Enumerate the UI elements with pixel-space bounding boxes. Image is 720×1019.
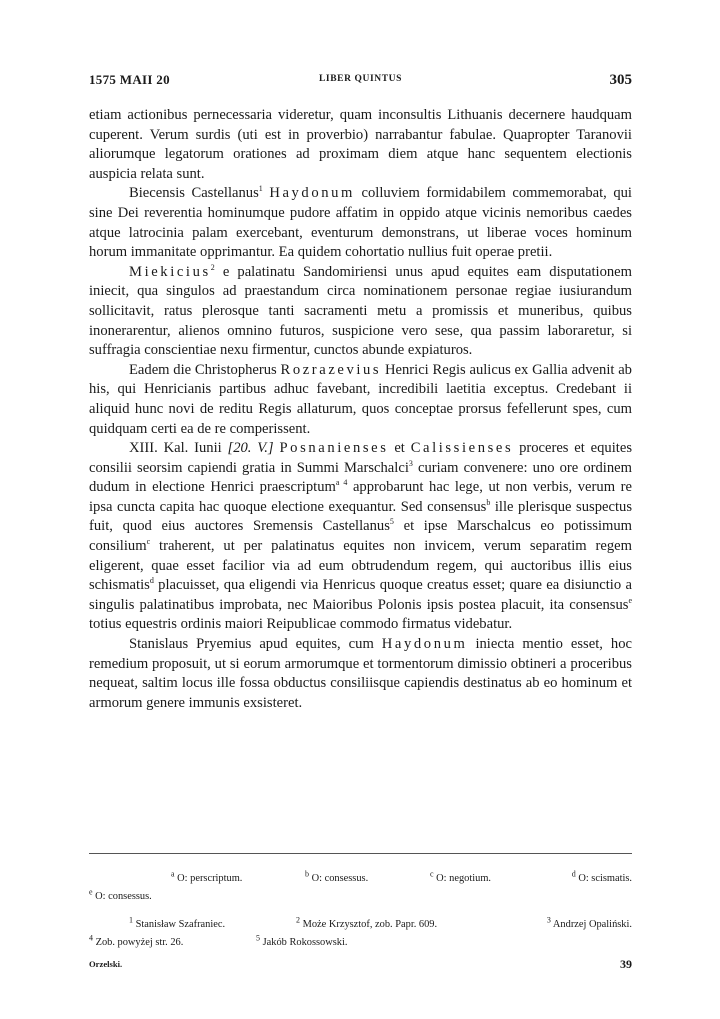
editorial-date: [20. V.] bbox=[227, 440, 274, 457]
apparatus-note-d: $^d$ O: scismatis. bbox=[571, 869, 632, 884]
footnote-ref: e bbox=[628, 595, 632, 605]
page-footer bbox=[89, 957, 632, 973]
footnote-ref: 2 bbox=[210, 262, 215, 272]
footnote-1: $^1$ Stanisław Szafraniec. bbox=[129, 915, 226, 930]
paragraph-2: Biecensis Castellanus$^1$ Haydonum colluviem formidabilem commemorabat, qui sine Dei reverentia hominumque pudore affatim in oppido atque vicinis nemoribus caedes atque latrocinia palam exercebant, eventurum demonstrans, ut liberae voces hominum horum immanitate opprimantur. Ea quidem cohortatio nullius fuit operae pretii. bbox=[89, 184, 632, 261]
footer-signature: 39 bbox=[620, 957, 632, 971]
paragraph-1: etiam actionibus pernecessaria videretur, quam inconsultis Lithuanis decernere haudquam cuperent. Verum surdis (uti est in proverbio) narrabantur fabulae. Quapropter Taranovii aliorumque legatorum orationes ad proximam diem atque hanc sequentem electionis auspicia relata sunt. bbox=[89, 107, 632, 182]
header-title: LIBER QUINTUS bbox=[318, 74, 403, 84]
spaced-name: Haydonum bbox=[269, 185, 355, 202]
spaced-name: Posnanienses bbox=[279, 440, 389, 457]
footnote-ref: a 4 bbox=[335, 478, 348, 488]
main-text bbox=[89, 106, 632, 713]
footnote-ref: b bbox=[486, 498, 491, 508]
footnote-ref: 1 bbox=[258, 184, 263, 194]
footer-author: Orzelski. bbox=[89, 959, 123, 969]
footnote-ref: 3 bbox=[408, 458, 413, 468]
apparatus-note-c: $^c$ O: negotium. bbox=[430, 869, 492, 884]
textual-apparatus bbox=[89, 869, 632, 908]
footnote-3: $^3$ Andrzej Opaliński. bbox=[546, 915, 632, 930]
spaced-name: Rozrazevius bbox=[280, 361, 382, 378]
paragraph-4: Eadem die Christopherus Rozrazevius Henrici Regis aulicus ex Gallia advenit ab his, qui Henricianis partibus adhuc favebant, incredibili laetitia exceptus. Credebant ii aliquid hunc novi de reditu Regis allaturum, quos conceptae prorsus fefellerunt spes, cum quidquam certi ea de re comperissent. bbox=[89, 361, 632, 437]
apparatus-note-e: $^e$ O: consessus. bbox=[89, 887, 152, 902]
footnote-ref: 5 bbox=[389, 517, 394, 527]
apparatus-note-b: $^b$ O: consessus. bbox=[305, 869, 369, 884]
paragraph-3: Miekicius$^2$ e palatinatu Sandomiriensi unus apud equites eam disputationem iniecit, qua singulos ad praestandum circa nominationem personae regiae iusiurandum sollicitavit, ratus plerosque tanti sacramenti metu a promissis et muneribus, quibus inonerarentur, alienos omnino futuros, suspicione vero sese, qua passim laboraretur, si suffragia conscientiae nexu firmentur, cunctos abunde expiaturos. bbox=[89, 262, 632, 359]
spaced-name: Haydonum bbox=[381, 636, 468, 653]
spaced-name: Miekicius bbox=[129, 263, 211, 280]
footnote-ref: c bbox=[146, 537, 151, 547]
apparatus-note-a: $^a$ O: perscriptum. bbox=[171, 869, 243, 884]
footnotes bbox=[89, 915, 632, 954]
footnote-4: $^4$ Zob. powyżej str. 26. bbox=[89, 933, 184, 948]
footnote-ref: d bbox=[149, 576, 154, 586]
paragraph-6: Stanislaus Pryemius apud equites, cum Haydonum iniecta mentio esset, hoc remedium proposuit, ut si eorum armorumque et tormentorum dimissio obtineri a proceribus nequeat, saltim locus ille fossa obductus consiliisque capiendis destinatus ab eo hominum et armorum genere immunis exsisteret. bbox=[89, 636, 632, 711]
page-number: 305 bbox=[609, 72, 632, 88]
footnote-5: $^5$ Jakób Rokossowski. bbox=[256, 933, 348, 948]
paragraph-5: XIII. Kal. Iunii [20. V.] Posnanienses et Calissienses proceres et equites consilii seorsim capiendi gratia in Summi Marschalci$^3$ curiam convenere: uno ore ordinem dudum in electione Henrici praescriptum$^{a 4}$ approbarunt hac lege, ut non verbis, verum re ipsa cuncta capita hac quoque electione exequantur. Sed consensus$^b$ ille plerisque suspectus fuit, quod eius auctores Sremensis Castellanus$^5$ et ipse Marschalcus eo potissimum consilium$^c$ traherent, ut per palatinatus equites non invicem, verum separatim regem eligerent, quae esset facilior via ad eum obtrudendum regem, qui auctoribus illis eius schismatis$^d$ placuisset, qua eligendi via Henricus quoque creatus esset; quare ea disiunctio a singulis palatinatibus improbata, nec Maioribus Polonis ipsis postea placuit, ita consensus$^e$ totius equestris ordinis maiori Reipublicae commodo firmatus videbatur. bbox=[89, 440, 633, 633]
header-date: 1575 MAII 20 bbox=[89, 72, 170, 87]
footnote-2: $^2$ Może Krzysztof, zob. Papr. 609. bbox=[296, 915, 438, 930]
running-head bbox=[89, 72, 632, 94]
footnote-divider bbox=[89, 853, 632, 854]
spaced-name: Calissienses bbox=[410, 440, 514, 457]
